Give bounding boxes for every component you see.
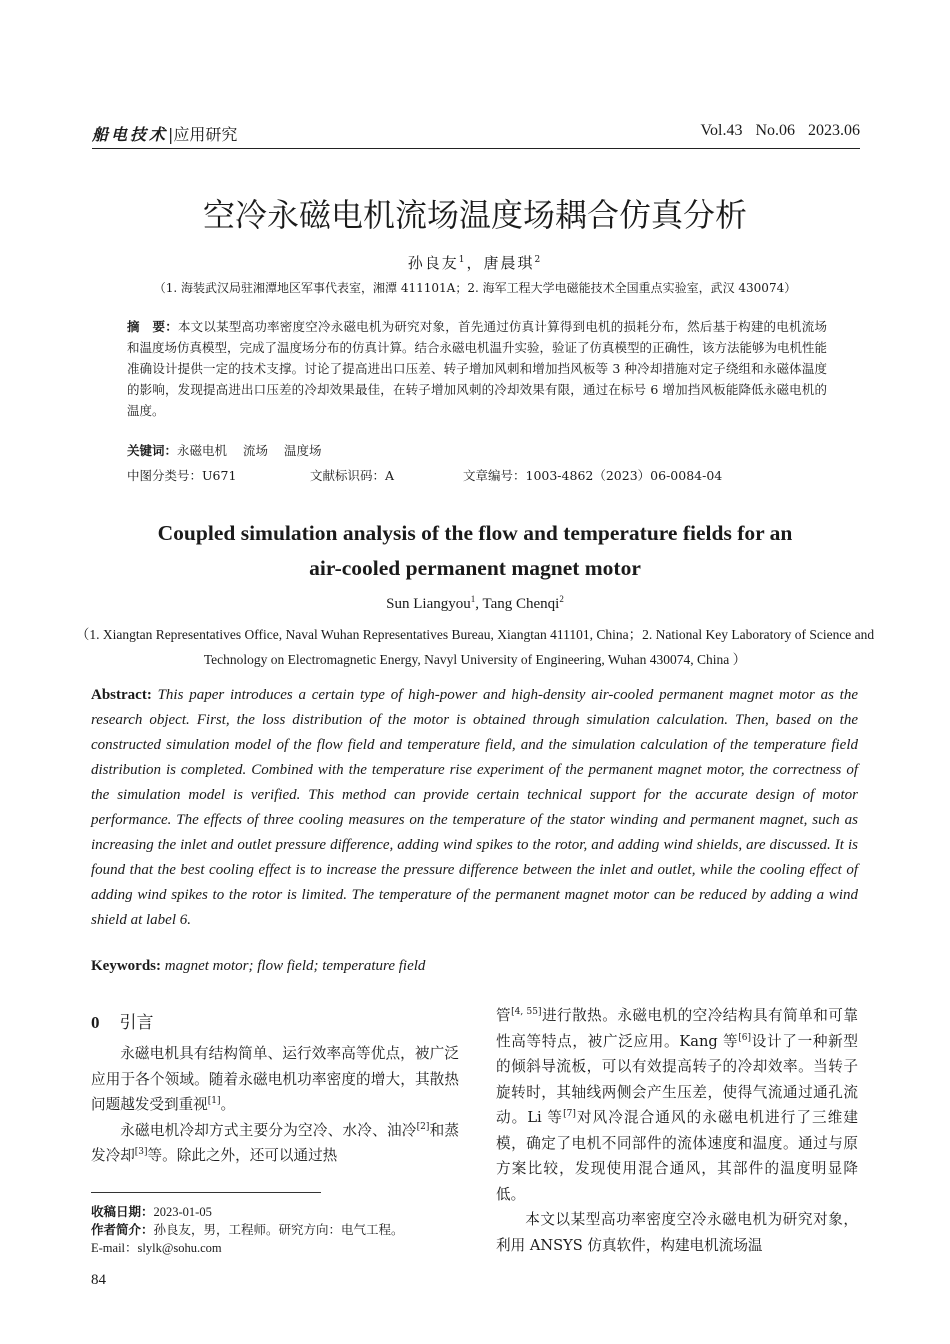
keywords-zh — [127, 441, 338, 459]
section-title: 引言 — [119, 1013, 154, 1033]
keyword-zh-item: 温度场 — [284, 443, 322, 458]
author-2-affil-mark: 2 — [534, 255, 543, 265]
abstract-en-label: Abstract: — [91, 687, 152, 703]
body-column-left — [91, 1041, 459, 1169]
article-number: 文章编号：1003-4862（2023）06-0084-04 — [463, 468, 723, 483]
paper-title-zh: 空冷永磁电机流场温度场耦合仿真分析 — [202, 196, 747, 234]
author-2-en: Tang Chenqi — [482, 596, 560, 612]
issue-info: Vol.43 No.06 2023.06 — [700, 122, 860, 139]
abstract-en — [91, 683, 858, 933]
citation: [6] — [738, 1032, 752, 1043]
abstract-zh — [127, 316, 827, 421]
authors-zh — [0, 252, 950, 273]
paragraph: 本文以某型高功率密度空冷永磁电机为研究对象，利用 ANSYS 仿真软件，构建电机流场温 — [496, 1211, 858, 1254]
author-1: 孙良友 — [407, 254, 459, 272]
text-run: 设计了一种新型的倾斜导流板，可以有效提高转子的冷却效率。当转子旋转时，其轴线两侧会产生压差，使得气流通过通孔流动。Li 等 — [496, 1032, 858, 1126]
page-number: 84 — [91, 1272, 106, 1288]
paragraph — [91, 1118, 459, 1169]
bio-label: 作者简介： — [91, 1222, 154, 1237]
author-1-en-affil-mark: 1 — [470, 594, 476, 604]
keywords-en-label: Keywords: — [91, 958, 161, 974]
author-2: 唐晨琪 — [483, 254, 535, 272]
author-bio — [91, 1221, 471, 1239]
text-run: 和蒸发冷却 — [91, 1121, 459, 1164]
abstract-zh-label: 摘 要： — [127, 319, 178, 334]
keyword-zh-item: 流场 — [243, 443, 269, 458]
paragraph — [91, 1041, 459, 1118]
text-run: 等。除此之外，还可以通过热 — [147, 1147, 338, 1164]
received-value: 2023-01-05 — [153, 1205, 212, 1219]
journal-name: 船电技术 — [92, 125, 169, 144]
citation: [1] — [207, 1096, 221, 1107]
section-heading — [91, 1008, 154, 1033]
citation: [7] — [563, 1109, 576, 1120]
author-en-separator: , — [475, 596, 483, 612]
paper-title-en — [60, 516, 890, 586]
body-column-right — [496, 1003, 858, 1258]
author-2-en-affil-mark: 2 — [559, 594, 564, 604]
keywords-en-text: magnet motor; flow field; temperature field — [164, 958, 426, 974]
paper-title-en-line1: Coupled simulation analysis of the flow and temperature fields for an — [157, 521, 793, 545]
paper-title-en-line2: air-cooled permanent magnet motor — [309, 556, 641, 580]
received-date — [91, 1203, 471, 1221]
abstract-zh-text: 本文以某型高功率密度空冷永磁电机为研究对象，首先通过仿真计算得到电机的损耗分布，然后基于构建的电机流场和温度场仿真模型，完成了温度场分布的仿真计算。结合永磁电机温升实验，验证了仿真模型的正确性，该方法能够为电机性能准确设计提供一定的技术支撑。讨论了提高进出口压差、转子增加风刺和增加挡风板等 3 种冷却措施对定子绕组和永磁体温度的影响，发现提高进出口压差的冷却效果最佳，在转子增加风刺的冷却效果有限，通过在标号 6 增加挡风板能降低永磁电机的温度。 — [127, 319, 828, 418]
text-run: 进行散热。永磁电机的空冷结构具有简单和可靠性高等特点，被广泛应用。Kang 等 — [496, 1007, 858, 1050]
clc-number: 中图分类号：U671 — [127, 468, 237, 483]
journal-info: 船电技术|应用研究 — [92, 125, 238, 144]
text-run: 管 — [496, 1007, 512, 1024]
keyword-zh-item: 永磁电机 — [177, 443, 228, 458]
affiliation-en: （1. Xiangtan Representatives Office, Naval Wuhan Representatives Bureau, Xiangtan 411101, China；2. National Key Laboratory of Science and Technology on Electromagnetic Energy, Navyl University of Engineering, Wuhan 430074, China ） — [75, 627, 875, 667]
bio-text: 孙良友，男，工程师。研究方向：电气工程。 — [153, 1222, 404, 1237]
keywords-en — [91, 958, 425, 975]
document-code: 文献标识码：A — [310, 468, 395, 483]
paragraph — [496, 1003, 858, 1207]
text-run: 。 — [220, 1096, 236, 1113]
citation: [3] — [134, 1147, 148, 1158]
authors-en — [0, 596, 950, 613]
text-run: 永磁电机具有结构简单、运行效率高等优点，被广泛应用于各个领域。随着永磁电机功率密度的增大，其散热问题越发受到重视 — [91, 1045, 459, 1113]
section-number: 0 — [91, 1013, 100, 1032]
citation: [4, 55] — [511, 1007, 542, 1018]
citation: [2] — [416, 1121, 430, 1132]
text-run: 永磁电机冷却方式主要分为空冷、水冷、油冷 — [120, 1121, 417, 1139]
received-label: 收稿日期： — [91, 1204, 154, 1219]
author-1-affil-mark: 1 — [458, 255, 467, 265]
section-name: 应用研究 — [173, 125, 238, 144]
footnote-divider — [91, 1192, 321, 1193]
author-email: E-mail：slylk@sohu.com — [91, 1241, 222, 1255]
footnote — [91, 1203, 471, 1257]
abstract-en-text: This paper introduces a certain type of high-power and high-density air-cooled permanent magnet motor as the research object. First, the loss distribution of the motor is obtained through simulation calculation. Then, based on the constructed simulation model of the flow field and temperature field, and the simulation calculation of the temperature field distribution is completed. Combined with the temperature rise experiment of the permanent magnet motor, the correctness of the simulation model is verified. This method can provide certain technical support for the accurate design of motor performance. The effects of three cooling measures on the temperature of the stator winding and permanent magnet, such as increasing the inlet and outlet pressure difference, adding wind spikes to the rotor, and adding wind shields, are discussed. It is found that the best cooling effect is to increase the pressure difference between the inlet and outlet, while the cooling effect of adding wind spikes to the rotor is limited. The temperature of the permanent magnet motor can be reduced by adding a wind shield at label 6. — [91, 687, 859, 928]
author-separator: ， — [466, 254, 484, 272]
author-1-en: Sun Liangyou — [386, 596, 471, 612]
text-run: 对风冷混合通风的永磁电机进行了三维建模，确定了电机不同部件的流体速度和温度。通过与原方案比较，发现使用混合通风，其部件的温度明显降低。 — [496, 1109, 858, 1203]
running-header — [92, 118, 860, 149]
affiliation-zh: （1. 海装武汉局驻湘潭地区军事代表室，湘潭 411101A；2. 海军工程大学电磁能技术全国重点实验室，武汉 430074） — [153, 281, 797, 295]
keywords-zh-label: 关键词： — [127, 443, 178, 458]
